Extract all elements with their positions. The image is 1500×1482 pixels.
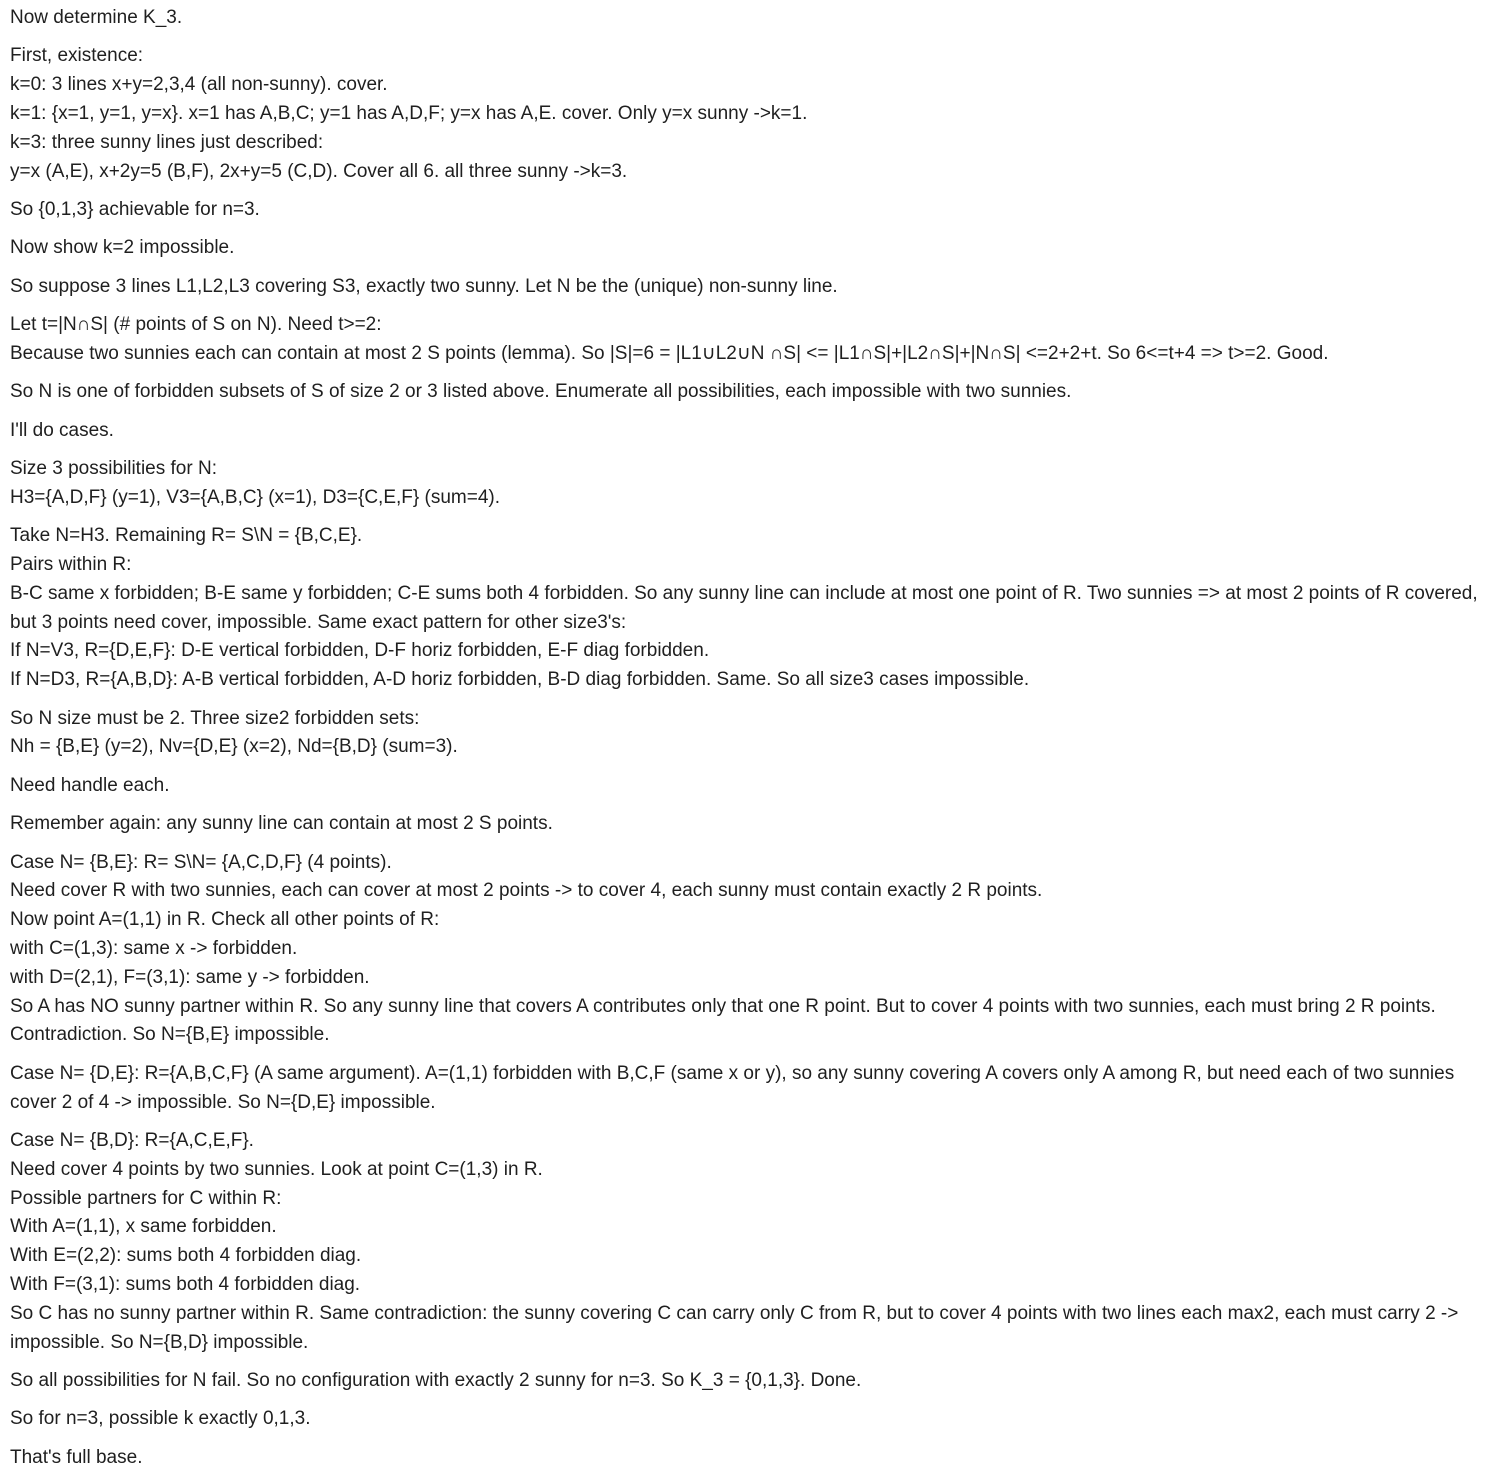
text-line: with D=(2,1), F=(3,1): same y -> forbidden. xyxy=(10,966,370,988)
text-line: If N=D3, R={A,B,D}: A-B vertical forbidden, A-D horiz forbidden, B-D diag forbidden. Same. So all size3 cases impossible. xyxy=(10,669,1030,691)
text-line: So {0,1,3} achievable for n=3. xyxy=(10,198,260,220)
paragraph xyxy=(10,4,1492,33)
paragraph xyxy=(10,1405,1492,1434)
text-line: Take N=H3. Remaining R= S\N = {B,C,E}. xyxy=(10,525,363,547)
paragraph xyxy=(10,417,1492,446)
paragraph xyxy=(10,522,1492,695)
text-line: Now point A=(1,1) in R. Check all other points of R: xyxy=(10,909,440,931)
text-line: With F=(3,1): sums both 4 forbidden diag. xyxy=(10,1273,361,1295)
text-line: So all possibilities for N fail. So no configuration with exactly 2 sunny for n=3. So K_3 = {0,1,3}. Done. xyxy=(10,1369,862,1391)
text-line: So N size must be 2. Three size2 forbidden sets: xyxy=(10,707,420,729)
text-line: Remember again: any sunny line can contain at most 2 S points. xyxy=(10,813,553,835)
paragraph xyxy=(10,849,1492,1051)
text-line: y=x (A,E), x+2y=5 (B,F), 2x+y=5 (C,D). Cover all 6. all three sunny ->k=3. xyxy=(10,160,628,182)
text-line: With A=(1,1), x same forbidden. xyxy=(10,1216,277,1238)
text-line: So N is one of forbidden subsets of S of size 2 or 3 listed above. Enumerate all possibilities, each impossible with two sunnies. xyxy=(10,381,1072,403)
paragraph xyxy=(10,772,1492,801)
text-line: Case N= {B,E}: R= S\N= {A,C,D,F} (4 points). xyxy=(10,851,392,873)
text-line: Case N= {D,E}: R={A,B,C,F} (A same argument). A=(1,1) forbidden with B,C,F (same x or y), so any sunny covering A covers only A among R, but need each of two sunnies cover 2 of 4 -> impossible. So N={D,E} impossible. xyxy=(10,1062,1460,1113)
text-line: That's full base. xyxy=(10,1446,143,1468)
paragraph xyxy=(10,1444,1492,1473)
paragraph xyxy=(10,455,1492,513)
text-line: B-C same x forbidden; B-E same y forbidden; C-E sums both 4 forbidden. So any sunny line can include at most one point of R. Two sunnies => at most 2 points of R covered, but 3 points need cover, impossible. Same exact pattern for other size3's: xyxy=(10,582,1483,633)
paragraph xyxy=(10,273,1492,302)
text-line: Possible partners for C within R: xyxy=(10,1187,282,1209)
text-line: H3={A,D,F} (y=1), V3={A,B,C} (x=1), D3={C,E,F} (sum=4). xyxy=(10,486,500,508)
text-line: So C has no sunny partner within R. Same contradiction: the sunny covering C can carry only C from R, but to cover 4 points with two lines each max2, each must carry 2 -> impossible. So N={B,D} impossible. xyxy=(10,1302,1464,1353)
text-line: k=3: three sunny lines just described: xyxy=(10,131,324,153)
document-body xyxy=(10,4,1492,1482)
paragraph xyxy=(10,311,1492,369)
text-line: Case N= {B,D}: R={A,C,E,F}. xyxy=(10,1130,254,1151)
text-line: Because two sunnies each can contain at most 2 S points (lemma). So |S|=6 = |L1∪L2∪N ∩S| <= |L1∩S|+|L2∩S|+|N∩S| <=2+2+t. So 6<=t+4 => t>=2. Good. xyxy=(10,342,1329,364)
text-line: I'll do cases. xyxy=(10,419,114,441)
paragraph xyxy=(10,378,1492,407)
text-line: Need cover 4 points by two sunnies. Look at point C=(1,3) in R. xyxy=(10,1158,543,1180)
text-line: Let t=|N∩S| (# points of S on N). Need t>=2: xyxy=(10,314,382,336)
text-line: k=0: 3 lines x+y=2,3,4 (all non-sunny). cover. xyxy=(10,74,388,96)
paragraph xyxy=(10,810,1492,839)
text-line: Pairs within R: xyxy=(10,554,132,576)
text-line: k=1: {x=1, y=1, y=x}. x=1 has A,B,C; y=1 has A,D,F; y=x has A,E. cover. Only y=x sunny ->k=1. xyxy=(10,102,808,124)
text-line: Now determine K_3. xyxy=(10,7,183,28)
text-line: Need cover R with two sunnies, each can cover at most 2 points -> to cover 4, each sunny must contain exactly 2 R points. xyxy=(10,880,1043,902)
text-line: So A has NO sunny partner within R. So any sunny line that covers A contributes only that one R point. But to cover 4 points with two sunnies, each must bring 2 R points. Contradiction. So N={B,E} impossible. xyxy=(10,995,1442,1046)
text-line: Need handle each. xyxy=(10,774,170,796)
text-line: So for n=3, possible k exactly 0,1,3. xyxy=(10,1408,311,1430)
paragraph xyxy=(10,234,1492,263)
paragraph xyxy=(10,705,1492,763)
text-line: Now show k=2 impossible. xyxy=(10,237,235,259)
text-line: with C=(1,3): same x -> forbidden. xyxy=(10,938,298,960)
text-line: First, existence: xyxy=(10,45,144,67)
text-line: So suppose 3 lines L1,L2,L3 covering S3, exactly two sunny. Let N be the (unique) non-sunny line. xyxy=(10,275,838,297)
paragraph xyxy=(10,1127,1492,1357)
text-line: If N=V3, R={D,E,F}: D-E vertical forbidden, D-F horiz forbidden, E-F diag forbidden. xyxy=(10,640,710,662)
text-line: Size 3 possibilities for N: xyxy=(10,458,217,480)
paragraph xyxy=(10,1367,1492,1396)
text-line: With E=(2,2): sums both 4 forbidden diag. xyxy=(10,1245,362,1267)
paragraph xyxy=(10,42,1492,186)
text-line: Nh = {B,E} (y=2), Nv={D,E} (x=2), Nd={B,D} (sum=3). xyxy=(10,736,458,758)
paragraph xyxy=(10,1060,1492,1118)
paragraph xyxy=(10,196,1492,225)
